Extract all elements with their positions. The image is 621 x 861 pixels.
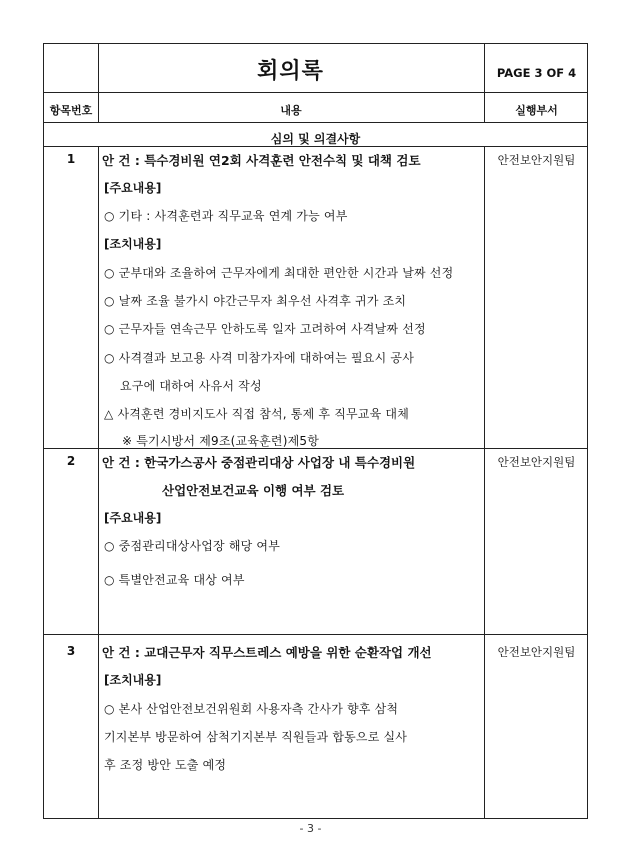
column-header-divider [44,122,587,123]
responsible-dept: 안전보안지원팀 [497,645,576,659]
list-item: 기지본부 방문하여 삼척기지본부 직원들과 합동으로 실사 [104,730,408,744]
action-content-label: [조치내용] [104,673,162,687]
list-item: ※ 특기시방서 제9조(교육훈련)제5항 [122,434,320,448]
agenda-title: 안 건 : 특수경비원 연2회 사격훈련 안전수칙 및 대책 검토 [102,153,421,168]
item-number: 2 [66,454,76,468]
list-item: 요구에 대하여 사유서 작성 [120,379,262,393]
page-indicator: PAGE 3 OF 4 [496,66,577,80]
main-content-label: [주요내용] [104,511,162,525]
column-header-content: 내용 [280,104,302,117]
row-divider-2 [44,634,587,635]
list-item: ○ 근무자들 연속근무 안하도록 일자 고려하여 사격날짜 선정 [104,322,426,336]
list-item: △ 사격훈련 경비지도사 직접 참석, 통제 후 직무교육 대체 [104,407,409,421]
header-divider [44,92,587,93]
list-item: ○ 본사 산업안전보건위원회 사용자측 간사가 향후 삼척 [104,702,399,716]
column-header-dept: 실행부서 [515,104,558,117]
item-number: 3 [66,644,76,658]
col-divider-left [98,146,99,818]
column-header-no: 항목번호 [49,104,93,117]
list-item: ○ 중점관리대상사업장 해당 여부 [104,539,281,553]
list-item: 후 조정 방안 도출 예정 [104,758,227,772]
agenda-title-continued: 산업안전보건교육 이행 여부 검토 [162,483,345,498]
responsible-dept: 안전보안지원팀 [497,455,576,469]
list-item: ○ 기타 : 사격훈련과 직무교육 연계 가능 여부 [104,209,348,223]
list-item: ○ 날짜 조율 불가시 야간근무자 최우선 사격후 귀가 조치 [104,294,407,308]
page-footer: - 3 - [299,822,322,835]
section-title: 심의 및 의결사항 [270,132,361,146]
item-number: 1 [66,152,76,166]
action-content-label: [조치내용] [104,237,162,251]
list-item: ○ 사격결과 보고용 사격 미참가자에 대하여는 필요시 공사 [104,351,414,365]
minutes-sheet [43,43,588,819]
list-item: ○ 군부대와 조율하여 근무자에게 최대한 편안한 시간과 날짜 선정 [104,266,454,280]
col-divider-right [484,146,485,818]
responsible-dept: 안전보안지원팀 [497,153,576,167]
document-title: 회의록 [257,59,324,84]
agenda-title: 안 건 : 한국가스공사 중점관리대상 사업장 내 특수경비원 [102,455,416,470]
main-content-label: [주요내용] [104,181,162,195]
list-item: ○ 특별안전교육 대상 여부 [104,573,245,587]
agenda-title: 안 건 : 교대근무자 직무스트레스 예방을 위한 순환작업 개선 [102,645,432,660]
